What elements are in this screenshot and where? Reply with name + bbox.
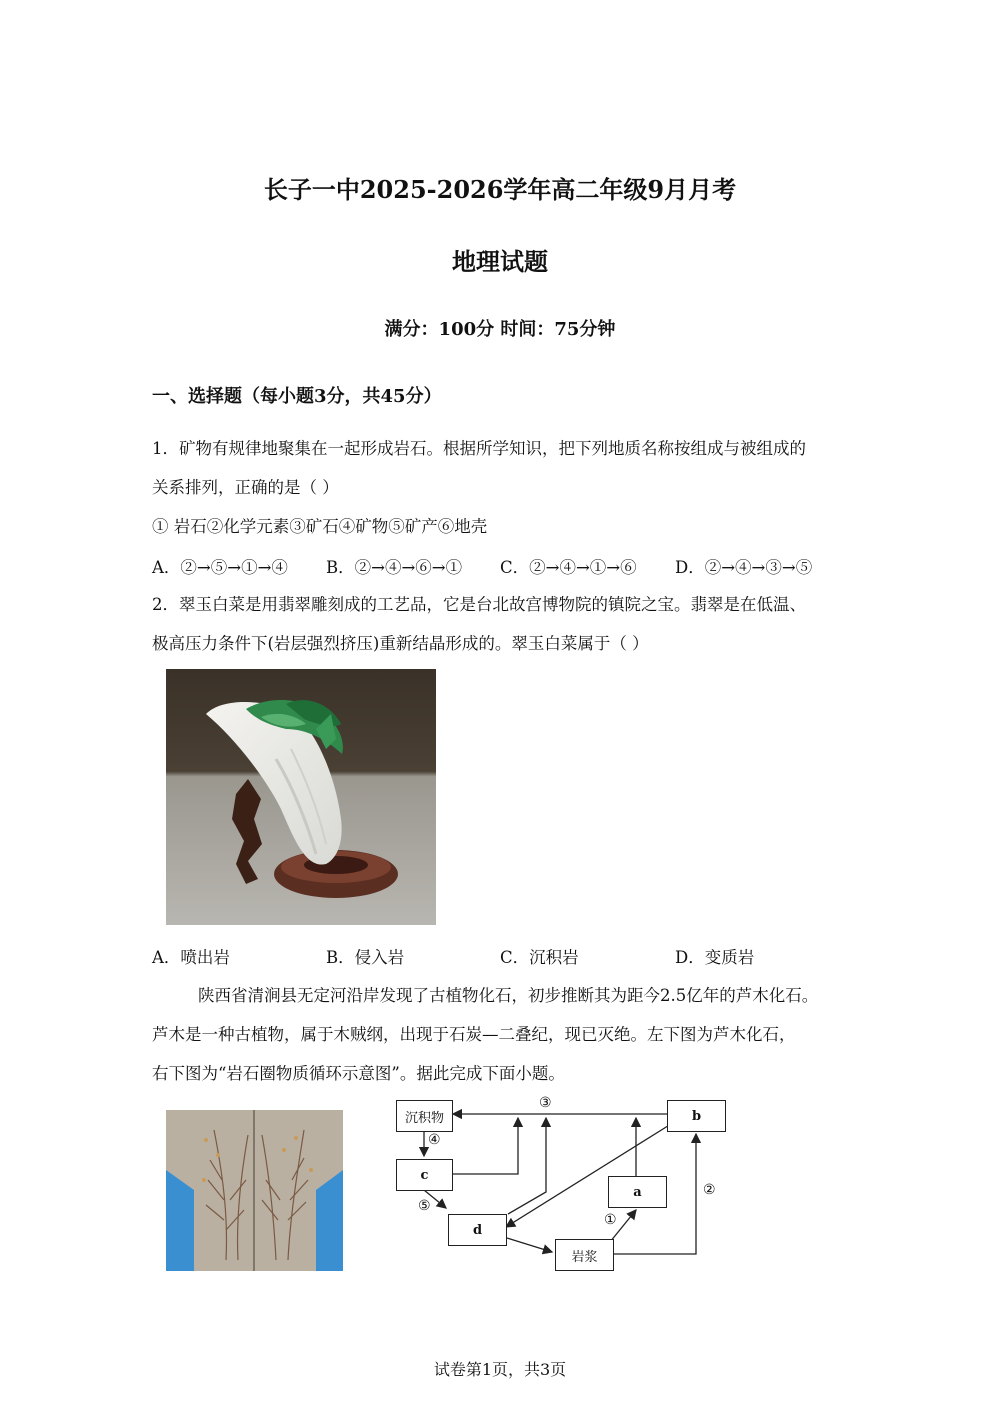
exam-subject: 地理试题 <box>452 247 548 276</box>
q1-option-c[interactable]: C．②→④→①→⑥ <box>500 558 637 577</box>
q1-items: ① 岩石②化学元素③矿石④矿物⑤矿产⑥地壳 <box>152 517 488 536</box>
exam-meta: 满分：100分 时间：75分钟 <box>384 319 616 340</box>
q2-option-c[interactable]: C．沉积岩 <box>500 948 579 967</box>
diagram-label-4: ④ <box>428 1132 441 1148</box>
q1-option-b[interactable]: B．②→④→⑥→① <box>326 558 463 577</box>
diagram-label-3: ③ <box>539 1095 552 1111</box>
diagram-label-1: ① <box>604 1212 617 1228</box>
passage-line2: 芦木是一种古植物，属于木贼纲，出现于石炭—二叠纪，现已灭绝。左下图为芦木化石， <box>152 1025 796 1044</box>
diagram-label-2: ② <box>703 1182 716 1198</box>
diagram-box-magma: 岩浆 <box>555 1239 614 1271</box>
q2-option-b[interactable]: B．侵入岩 <box>326 948 405 967</box>
q1-option-a[interactable]: A．②→⑤→①→④ <box>152 558 288 577</box>
q1-stem-line1: 1．矿物有规律地聚集在一起形成岩石。根据所学知识，把下列地质名称按组成与被组成的 <box>152 439 806 458</box>
diagram-label-5: ⑤ <box>418 1198 431 1214</box>
diagram-box-c: c <box>396 1159 453 1191</box>
exam-title: 长子一中2025-2026学年高二年级9月月考 <box>263 175 737 204</box>
passage-line3: 右下图为“岩石圈物质循环示意图”。据此完成下面小题。 <box>152 1064 565 1083</box>
diagram-box-b: b <box>667 1100 726 1132</box>
q1-stem-line2: 关系排列，正确的是（ ） <box>152 478 339 497</box>
q2-option-d[interactable]: D．变质岩 <box>675 948 755 967</box>
page-footer: 试卷第1页，共3页 <box>433 1360 567 1379</box>
diagram-box-a: a <box>608 1176 667 1208</box>
passage-line1: 陕西省清涧县无定河沿岸发现了古植物化石，初步推断其为距今2.5亿年的芦木化石。 <box>198 986 819 1005</box>
q2-stem-line2: 极高压力条件下(岩层强烈挤压)重新结晶形成的。翠玉白菜属于（ ） <box>152 634 649 653</box>
jade-cabbage-photo <box>166 669 436 925</box>
q1-option-d[interactable]: D．②→④→③→⑤ <box>675 558 813 577</box>
diagram-box-d: d <box>448 1214 507 1246</box>
q2-option-a[interactable]: A．喷出岩 <box>152 948 230 967</box>
fossil-photo <box>166 1110 343 1271</box>
diagram-box-sediment: 沉积物 <box>396 1100 453 1132</box>
rock-cycle-diagram <box>380 1094 740 1274</box>
q2-stem-line1: 2．翠玉白菜是用翡翠雕刻成的工艺品，它是台北故宫博物院的镇院之宝。翡翠是在低温、 <box>152 595 806 614</box>
section-heading: 一、选择题（每小题3分，共45分） <box>152 386 442 407</box>
